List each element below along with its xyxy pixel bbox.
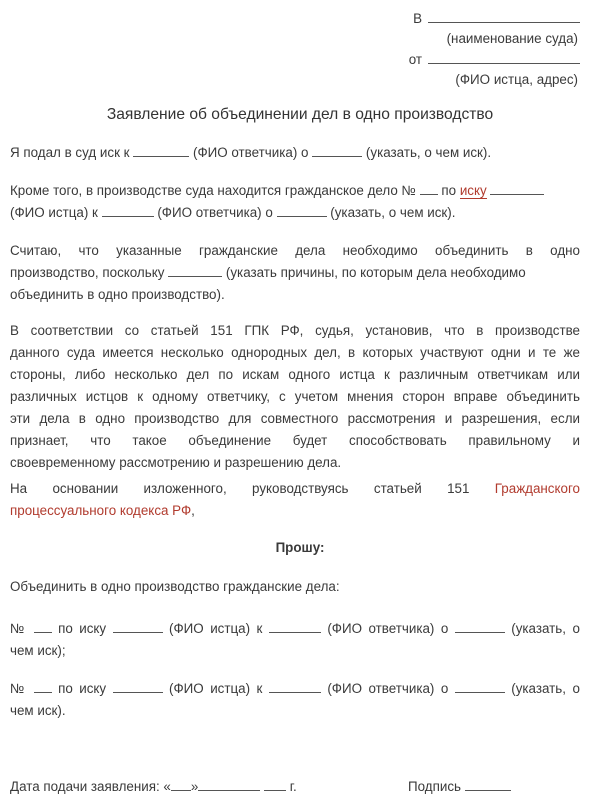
paragraph-grounds [10,478,580,522]
p3-line-1: Считаю, что указанные гражданские дела необходимо объединить в одно [10,243,580,258]
p4-line-3: стороны, либо несколько дел по искам одного истца к различным ответчикам или [10,367,580,382]
p2-text-b: по [441,183,457,198]
case2-text-a: по иску [58,681,107,696]
p3-text-a: производство, поскольку [10,265,165,280]
p2-text-a: Кроме того, в производстве суда находится гражданское дело № [10,183,416,198]
case-item-1 [10,618,580,662]
p4-line-2: данного суда имеется несколько однородных дел, в которых участвуют одни и те же [10,345,580,360]
paragraph-claim [10,142,580,164]
month-blank [198,778,260,791]
case1-subject-blank [455,620,505,633]
signature-label: Подпись [408,779,461,794]
plaintiff-line [409,51,580,67]
request-heading: Прошу: [275,540,325,555]
date-close: » [190,779,199,794]
plaintiff-blank [428,51,580,64]
p4-line-6: признает, что такое объединение будет способствовать правильному и [10,433,580,448]
p3-line-3: объединить в одно производство). [10,287,225,302]
p2-text-d: (ФИО ответчика) о [157,205,273,220]
case2-no: № [10,681,28,696]
case1-number-blank [34,620,52,633]
p2-text-e: (указать, о чем иск). [330,205,456,220]
case2-defendant-blank [269,680,321,693]
to-prefix: В [413,11,422,26]
year-blank [264,778,286,791]
p5-comma: , [191,503,195,518]
addressee-court-line [413,10,580,26]
p4-line-7: своевременному рассмотрению и разрешению дела. [10,455,342,470]
date-label: Дата подачи заявления: « [10,779,171,794]
case2-plaintiff-blank [113,680,163,693]
case2-subject-blank [455,680,505,693]
case2-text-d: (указать, о [511,681,580,696]
signature-line [408,778,511,794]
civil-code-link[interactable]: Гражданского [494,481,580,496]
page-title: Заявление об объединении дел в одно производство [106,106,494,123]
request-intro: Объединить в одно производство гражданские дела: [10,579,340,594]
court-caption: (наименование суда) [446,31,578,46]
from-prefix: от [408,52,422,67]
p4-line-4: различных истцов к одному ответчику, с учетом мнения сторон вправе объединить [10,389,580,404]
reasons-blank [168,264,222,277]
claim-subject-blank [277,204,327,217]
case1-text-d: (указать, о [511,621,580,636]
case2-line-2: чем иск). [10,703,66,718]
case2-number-blank [34,680,52,693]
p2-text-c: (ФИО истца) к [10,205,98,220]
case1-no: № [10,621,28,636]
plaintiff-name-blank [490,182,544,195]
p1-text-c: (указать, о чем иск). [365,145,492,160]
case1-line-2: чем иск); [10,643,66,658]
defendant-name-blank [102,204,154,217]
case1-plaintiff-blank [113,620,163,633]
paragraph-other-case [10,180,580,224]
court-blank [428,10,580,23]
p1-text-a: Я подал в суд иск к [10,145,130,160]
paragraph-reasoning [10,240,580,306]
plaintiff-caption: (ФИО истца, адрес) [455,72,578,87]
signature-blank [465,778,511,791]
case2-text-b: (ФИО истца) к [169,681,263,696]
p4-line-5: эти дела в одно производство для совместного рассмотрения и разрешения, если [10,411,580,426]
date-line [10,778,297,794]
p5-text-a: На основании изложенного, руководствуясь статьей 151 [10,481,470,496]
year-suffix: г. [289,779,297,794]
case1-defendant-blank [269,620,321,633]
case-number-blank [420,182,438,195]
claim-link[interactable]: иску [459,183,487,198]
p3-text-b: (указать причины, по которым дела необходимо [225,265,526,280]
case1-text-b: (ФИО истца) к [169,621,263,636]
day-blank [171,778,191,791]
defendant-blank [133,144,189,157]
case1-text-a: по иску [58,621,107,636]
paragraph-legal-basis [10,320,580,474]
civil-code-link-cont[interactable]: процессуального кодекса РФ [10,503,192,518]
case-item-2 [10,678,580,722]
subject-blank [312,144,362,157]
p4-line-1: В соответствии со статьей 151 ГПК РФ, судья, установив, что в производстве [10,323,580,338]
p1-text-b: (ФИО ответчика) о [192,145,309,160]
case2-text-c: (ФИО ответчика) о [327,681,449,696]
case1-text-c: (ФИО ответчика) о [327,621,449,636]
